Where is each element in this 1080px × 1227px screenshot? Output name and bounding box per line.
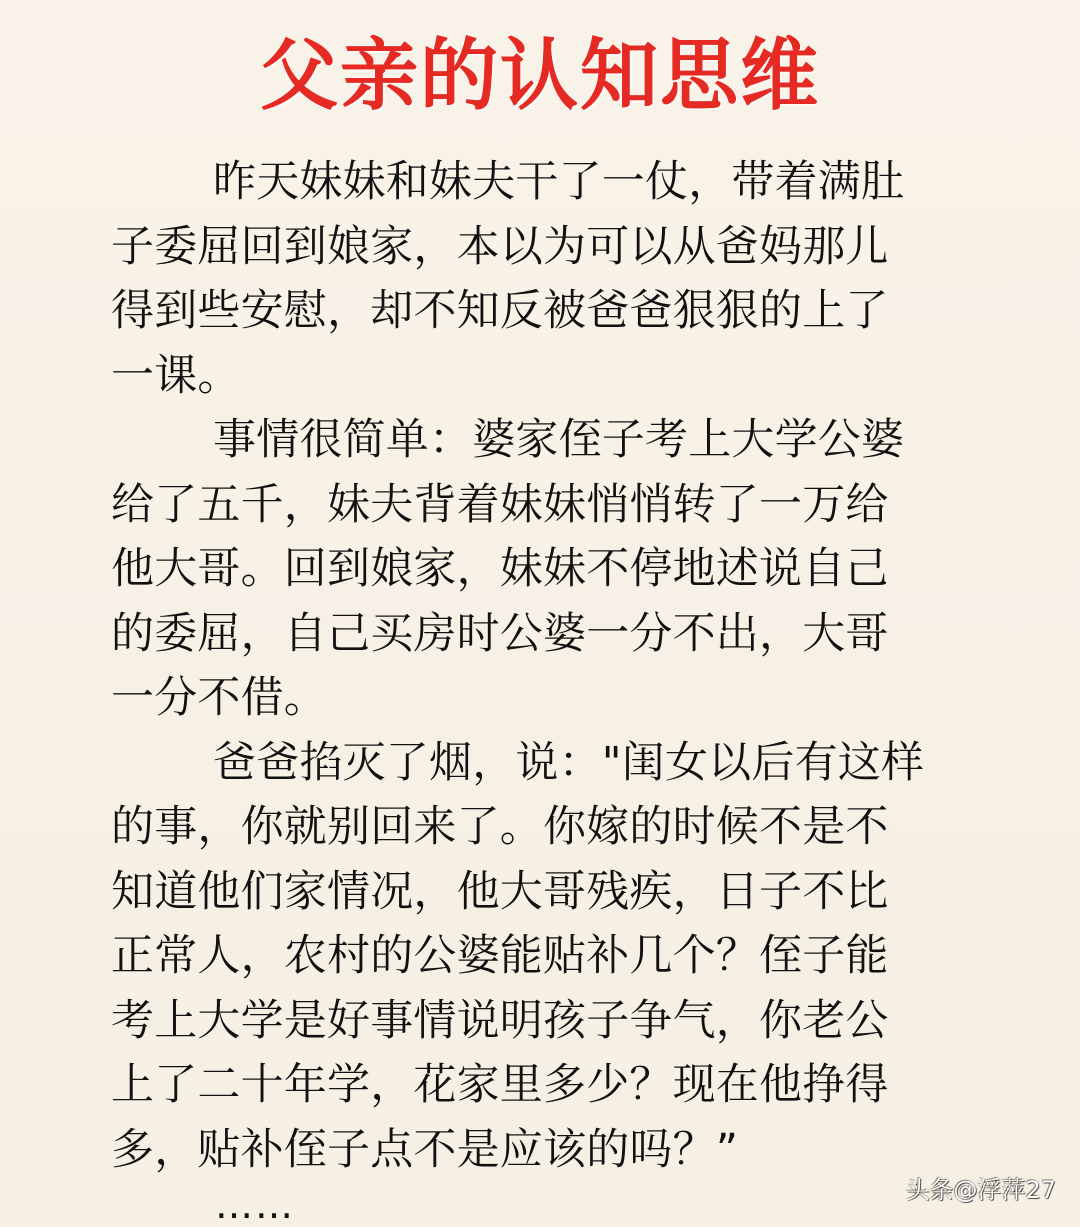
- paragraph-1: [111, 150, 1011, 408]
- paragraph-line: 事情很简单：婆家侄子考上大学公婆: [213, 415, 905, 465]
- paragraph-line: 给了五千，妹夫背着妹妹悄悄转了一万给: [111, 479, 889, 530]
- paragraph-line: 考上大学是好事情说明孩子争气，你老公: [111, 995, 889, 1046]
- paragraph-3: [111, 731, 1011, 1183]
- paragraph-line: 的委屈，自己买房时公婆一分不出，大哥: [111, 608, 889, 659]
- paragraph-line: 一分不借。: [111, 673, 327, 723]
- ellipsis-text: ……: [215, 1183, 295, 1227]
- paragraph-line: 他大哥。回到娘家，妹妹不停地述说自己: [111, 544, 889, 594]
- paragraph-line: 子委屈回到娘家，本以为可以从爸妈那儿: [111, 221, 889, 272]
- page-title: 父亲的认知思维: [259, 31, 820, 121]
- paragraph-line: 正常人，农村的公婆能贴补几个？侄子能: [111, 931, 889, 981]
- paragraph-line: 知道他们家情况，他大哥残疾，日子不比: [111, 866, 889, 917]
- paragraph-line: 多，贴补侄子点不是应该的吗？”: [111, 1124, 739, 1175]
- watermark-text: 头条@浮萍27: [905, 1176, 1056, 1204]
- paragraph-line: 的事，你就别回来了。你嫁的时候不是不: [111, 802, 889, 852]
- article-body: [111, 150, 1011, 1182]
- paragraph-line: 一课。: [111, 350, 241, 401]
- paragraph-line: 爸爸掐灭了烟，说："闺女以后有这样: [213, 737, 925, 788]
- paragraph-2: [111, 408, 1011, 731]
- paragraph-line: 上了二十年学，花家里多少？现在他挣得: [111, 1060, 889, 1110]
- paragraph-line: 得到些安慰，却不知反被爸爸狠狠的上了: [111, 286, 889, 336]
- paragraph-line: 昨天妹妹和妹夫干了一仗，带着满肚: [213, 157, 905, 207]
